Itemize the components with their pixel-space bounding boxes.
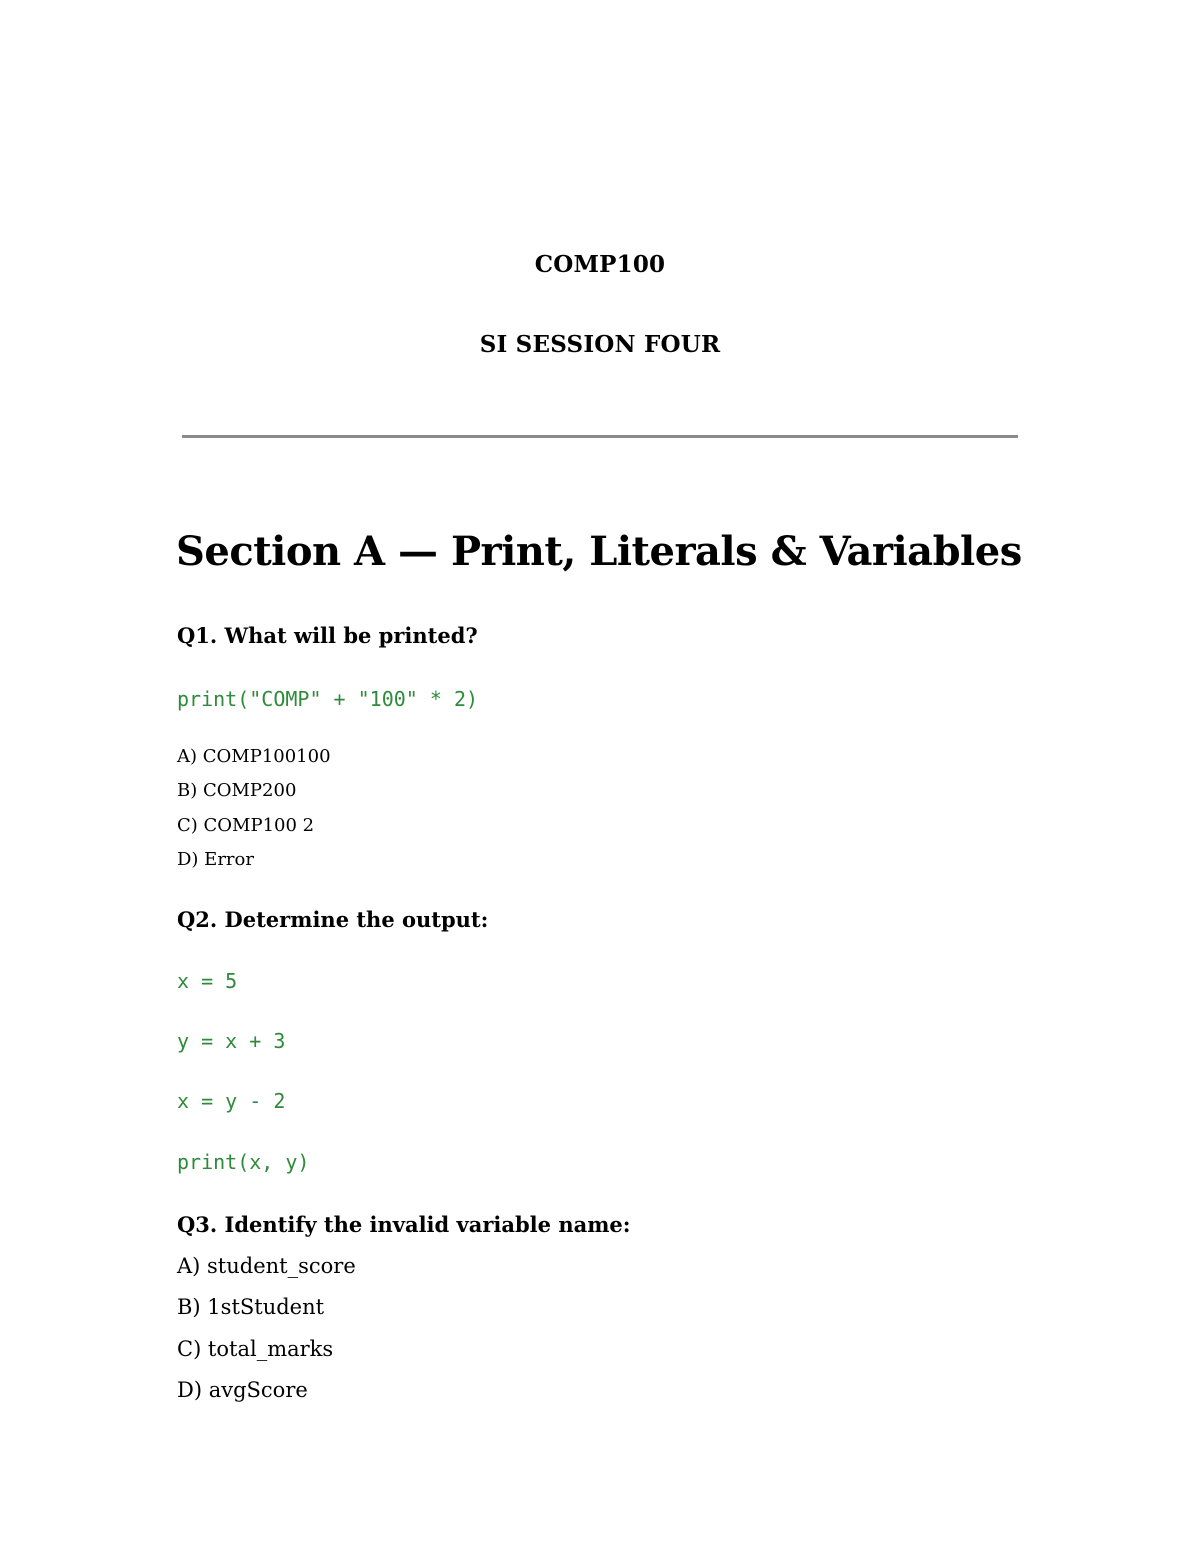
q2-code-line: print(x, y) [177,1150,310,1174]
q3-option-c: C) total_marks [177,1337,334,1361]
section-a-heading: Section A — Print, Literals & Variables [176,528,1022,575]
q2-code-line: y = x + 3 [177,1029,286,1053]
q3-option-a: A) student_score [177,1254,356,1278]
q1-prompt: Q1. What will be printed? [177,623,478,648]
q1-option-d: D) Error [177,849,254,870]
session-title: SI SESSION FOUR [479,331,721,358]
q1-option-a: A) COMP100100 [177,746,331,767]
header-divider [182,435,1018,438]
q1-option-b: B) COMP200 [177,780,297,801]
q3-option-b: B) 1stStudent [177,1295,325,1319]
q3-prompt: Q3. Identify the invalid variable name: [177,1212,631,1237]
course-title: COMP100 [534,251,666,278]
q1-option-c: C) COMP100 2 [177,815,315,836]
q3-option-d: D) avgScore [177,1378,308,1402]
q2-code-line: x = 5 [177,969,238,993]
q1-code: print("COMP" + "100" * 2) [177,687,479,711]
q2-code-line: x = y - 2 [177,1089,286,1113]
q2-prompt: Q2. Determine the output: [177,907,489,932]
